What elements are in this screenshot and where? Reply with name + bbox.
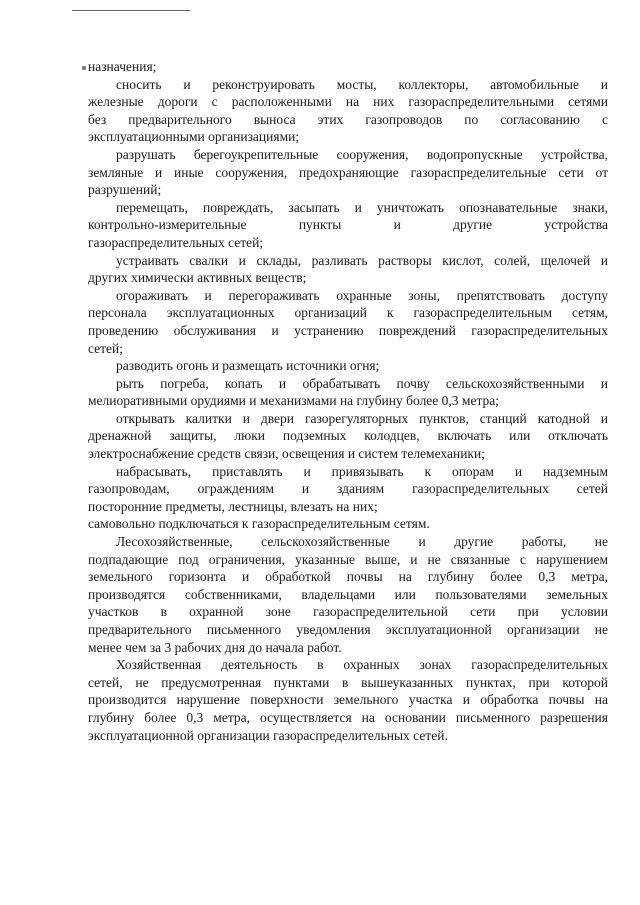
text-line: Хозяйственная деятельность в охранных зонах газораспределительных xyxy=(116,657,608,673)
text-line: самовольно подключаться к газораспределительным сетям. xyxy=(88,516,430,532)
text-line: рыть погреба, копать и обрабатывать почву сельскохозяйственными и xyxy=(116,375,608,391)
text-line: посторонние предметы, лестницы, влезать на них; xyxy=(88,498,378,514)
text-line: мелиоративными орудиями и механизмами на глубину более 0,3 метра; xyxy=(88,393,500,409)
paragraph xyxy=(88,410,608,463)
text-line: проведению обслуживания и устранению повреждений газораспределительных xyxy=(88,322,608,338)
margin-mark xyxy=(82,66,86,70)
top-rule xyxy=(72,10,190,11)
paragraph xyxy=(88,375,608,410)
text-line: огораживать и перегораживать охранные зоны, препятствовать доступу xyxy=(116,287,608,303)
text-line: без предварительного выноса этих газопроводов по согласованию с xyxy=(88,111,608,127)
text-line: дренажной защиты, люки подземных колодцев, включать или отключать xyxy=(88,428,608,444)
text-line: производятся собственниками, владельцами или пользователями земельных xyxy=(88,586,608,602)
text-line: электроснабжение средств связи, освещения и систем телемеханики; xyxy=(88,446,485,462)
text-line: набрасывать, приставлять и привязывать к опорам и надземным xyxy=(116,463,608,479)
text-line: сносить и реконструировать мосты, коллекторы, автомобильные и xyxy=(116,76,608,92)
text-line: перемещать, повреждать, засыпать и уничтожать опознавательные знаки, xyxy=(116,199,608,215)
text-line: эксплуатационной организации газораспределительных сетей. xyxy=(88,727,448,743)
paragraph xyxy=(88,76,608,146)
paragraph xyxy=(88,533,608,656)
text-line: газораспределительных сетей; xyxy=(88,234,264,250)
document-body xyxy=(88,58,608,744)
text-line: персонала эксплуатационных организаций к газораспределительным сетям, xyxy=(88,305,608,321)
text-line: газопроводам, ограждениям и зданиям газораспределительных сетей xyxy=(88,481,608,497)
text-line: Лесохозяйственные, сельскохозяйственные и другие работы, не xyxy=(116,534,608,550)
text-line: разрушений; xyxy=(88,182,162,198)
paragraph xyxy=(88,515,608,533)
text-line: подпадающие под ограничения, указанные выше, и не связанные с нарушением xyxy=(88,551,608,567)
text-line: земляные и иные сооружения, предохраняющие газораспределительные сети от xyxy=(88,164,608,180)
text-line: менее чем за 3 рабочих дня до начала работ. xyxy=(88,639,342,655)
paragraph xyxy=(88,199,608,252)
text-line: открывать калитки и двери газорегуляторных пунктов, станций катодной и xyxy=(116,410,608,426)
text-line: устраивать свалки и склады, разливать растворы кислот, солей, щелочей и xyxy=(116,252,608,268)
paragraph xyxy=(88,463,608,516)
paragraph xyxy=(88,287,608,357)
paragraph xyxy=(88,656,608,744)
text-line: производится нарушение поверхности земельного участка и обработка почвы на xyxy=(88,692,608,708)
text-line: участков в охранной зоне газораспределительной сети при условии xyxy=(88,604,608,620)
text-line: железные дороги с расположенными на них газораспределительными сетями xyxy=(88,94,608,110)
text-line: контрольно-измерительные пункты и другие устройства xyxy=(88,217,608,233)
text-line: разводить огонь и размещать источники огня; xyxy=(116,358,380,374)
text-line: земельного горизонта и обработкой почвы на глубину более 0,3 метра, xyxy=(88,569,608,585)
paragraph xyxy=(88,252,608,287)
text-line: эксплуатационными организациями; xyxy=(88,129,300,145)
text-line: назначения; xyxy=(88,59,157,74)
text-line: сетей; xyxy=(88,340,124,356)
paragraph xyxy=(88,58,608,76)
paragraph xyxy=(88,357,608,375)
text-line: глубину более 0,3 метра, осуществляется на основании письменного разрешения xyxy=(88,709,608,725)
paragraph xyxy=(88,146,608,199)
text-line: других химически активных веществ; xyxy=(88,270,307,286)
text-line: сетей, не предусмотренная пунктами в вышеуказанных пунктах, при которой xyxy=(88,674,608,690)
text-line: разрушать берегоукрепительные сооружения, водопропускные устройства, xyxy=(116,146,608,162)
text-line: предварительного письменного уведомления эксплуатационной организации не xyxy=(88,622,608,637)
